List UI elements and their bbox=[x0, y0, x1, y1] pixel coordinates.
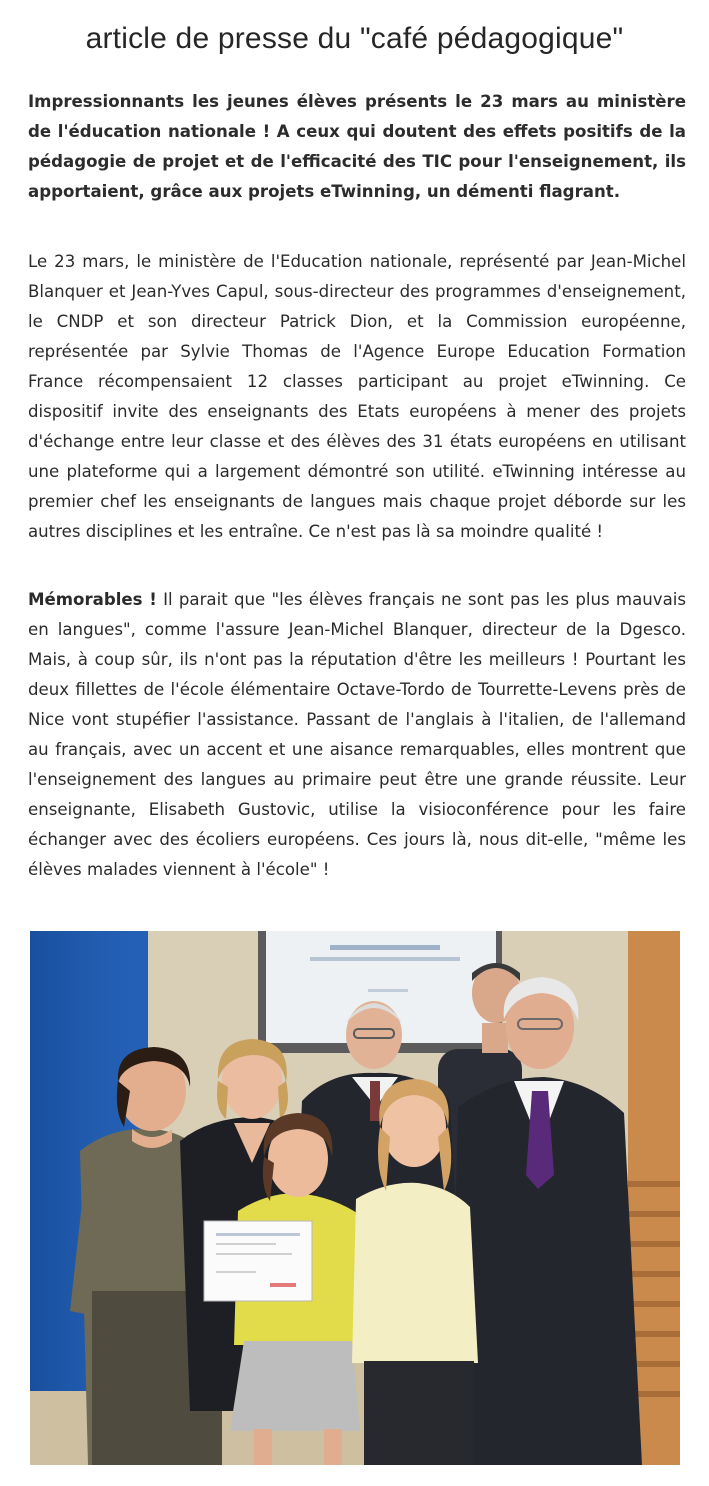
photo-screen-line-2 bbox=[310, 957, 460, 961]
paragraph-lead-in: Mémorables ! bbox=[28, 590, 157, 609]
award-ceremony-photo bbox=[30, 931, 680, 1465]
article-paragraph-2 bbox=[28, 585, 686, 885]
article-paragraph-1: Le 23 mars, le ministère de l'Education nationale, représenté par Jean-Michel Blanquer et Jean-Yves Capul, sous-directeur des programmes d'enseignement, le CNDP et son directeur Patrick Dion, et la Commission européenne, représentée par Sylvie Thomas de l'Agence Europe Education Formation France récompensaient 12 classes participant au projet eTwinning. Ce dispositif invite des enseignants des Etats européens à mener des projets d'échange entre leur classe et des élèves des 31 états européens en utilisant une plateforme qui a largement démontré son utilité. eTwinning intéresse au premier chef les enseignants de langues mais chaque projet déborde sur les autres disciplines et les entraîne. Ce n'est pas là sa moindre qualité ! bbox=[28, 252, 686, 541]
photo-certificate bbox=[204, 1221, 312, 1301]
photo-screen-line-3 bbox=[368, 989, 408, 992]
photo-illustration bbox=[30, 931, 680, 1465]
page-title: article de presse du "café pédagogique" bbox=[85, 22, 624, 55]
paragraph-2-body: Il parait que "les élèves français ne sont pas les plus mauvais en langues", comme l'assure Jean-Michel Blanquer, directeur de la Dgesco. Mais, à coup sûr, ils n'ont pas la réputation d'être les meilleurs ! Pourtant les deux fillettes de l'école élémentaire Octave-Tordo de Tourrette-Levens près de Nice vont stupéfier l'assistance. Passant de l'anglais à l'italien, de l'allemand au français, avec un accent et une aisance remarquables, elles montrent que l'enseignement des langues au primaire peut être une grande réussite. Leur enseignante, Elisabeth Gustovic, utilise la visioconférence pour les faire échanger avec des écoliers européens. Ces jours là, nous dit-elle, "même les élèves malades viennent à l'école" ! bbox=[28, 590, 686, 879]
photo-screen-line-1 bbox=[330, 945, 440, 950]
article-lead: Impressionnants les jeunes élèves présents le 23 mars au ministère de l'éducation nationale ! A ceux qui doutent des effets positifs de la pédagogie de projet et de l'efficacité des TIC pour l'enseignement, ils apportaient, grâce aux projets eTwinning, un démenti flagrant. bbox=[28, 92, 686, 201]
